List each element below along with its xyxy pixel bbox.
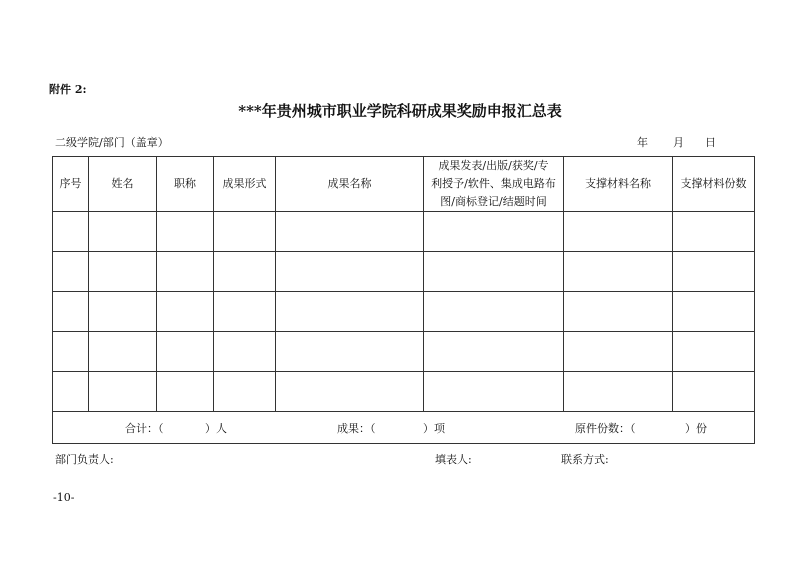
total-count-unit: ）人: [205, 422, 227, 435]
cell-achievement-name: [276, 212, 424, 252]
page-number: -10-: [53, 491, 75, 504]
cell-form: [214, 252, 276, 292]
total-achievements-label: 成果：（: [337, 422, 376, 435]
table-row: [53, 252, 755, 292]
cell-serial: [53, 372, 89, 412]
header-name: 姓名: [89, 157, 157, 212]
total-count-label: 合计：（: [125, 422, 164, 435]
cell-material-name: [564, 372, 673, 412]
cell-achievement-name: [276, 372, 424, 412]
header-support-material-name: 支撑材料名称: [564, 157, 673, 212]
cell-name: [89, 292, 157, 332]
header-achievement-name: 成果名称: [276, 157, 424, 212]
table-row: [53, 372, 755, 412]
cell-material-name: [564, 292, 673, 332]
cell-material-name: [564, 332, 673, 372]
cell-title: [157, 212, 214, 252]
table-header-row: [53, 157, 755, 212]
cell-title: [157, 332, 214, 372]
header-achievement-form: 成果形式: [214, 157, 276, 212]
header-publication-time-line: 图/商标登记/结题时间: [440, 195, 547, 208]
summary-table: [52, 156, 755, 444]
date-year-label: 年: [637, 136, 648, 149]
cell-material-count: [673, 372, 755, 412]
cell-achievement-name: [276, 292, 424, 332]
totals-cell: [53, 412, 755, 444]
cell-title: [157, 372, 214, 412]
cell-title: [157, 292, 214, 332]
cell-time: [424, 332, 564, 372]
cell-name: [89, 252, 157, 292]
cell-name: [89, 212, 157, 252]
cell-name: [89, 372, 157, 412]
cell-form: [214, 292, 276, 332]
header-publication-time-line: 利授予/软件、集成电路布: [431, 177, 556, 190]
cell-serial: [53, 292, 89, 332]
cell-form: [214, 212, 276, 252]
footer-dept-head-label: 部门负责人:: [55, 453, 114, 466]
footer-filler-label: 填表人:: [435, 453, 472, 466]
table-row: [53, 212, 755, 252]
cell-material-count: [673, 212, 755, 252]
cell-time: [424, 372, 564, 412]
header-serial: 序号: [53, 157, 89, 212]
cell-material-name: [564, 252, 673, 292]
header-title: 职称: [157, 157, 214, 212]
table-row: [53, 292, 755, 332]
cell-material-count: [673, 292, 755, 332]
header-publication-time-line: 成果发表/出版/获奖/专: [438, 159, 549, 172]
total-copies-unit: ）份: [685, 422, 707, 435]
cell-serial: [53, 252, 89, 292]
header-support-material-count: 支撑材料份数: [673, 157, 755, 212]
cell-serial: [53, 212, 89, 252]
cell-material-count: [673, 252, 755, 292]
cell-time: [424, 292, 564, 332]
cell-material-count: [673, 332, 755, 372]
total-copies-label: 原件份数：（: [575, 422, 636, 435]
cell-achievement-name: [276, 252, 424, 292]
department-seal-label: 二级学院/部门（盖章）: [55, 136, 169, 149]
cell-form: [214, 332, 276, 372]
table-row: [53, 332, 755, 372]
attachment-label: 附件 2:: [49, 83, 87, 96]
document-title: ***年贵州城市职业学院科研成果奖励申报汇总表: [238, 102, 562, 120]
cell-name: [89, 332, 157, 372]
date-day-label: 日: [705, 136, 716, 149]
cell-form: [214, 372, 276, 412]
cell-time: [424, 212, 564, 252]
cell-material-name: [564, 212, 673, 252]
cell-title: [157, 252, 214, 292]
footer-contact-label: 联系方式:: [561, 453, 609, 466]
cell-time: [424, 252, 564, 292]
cell-achievement-name: [276, 332, 424, 372]
header-publication-time: [424, 157, 564, 212]
totals-row: [53, 412, 755, 444]
date-month-label: 月: [673, 136, 684, 149]
cell-serial: [53, 332, 89, 372]
total-achievements-unit: ）项: [423, 422, 445, 435]
